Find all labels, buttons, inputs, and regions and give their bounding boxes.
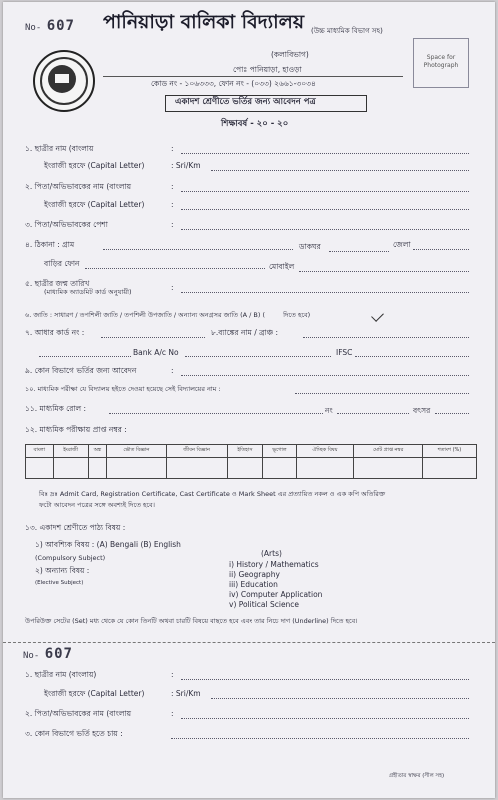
bank-name-label: ৮.ব্যাঙ্কের নাম / ব্রাঞ্চ :	[211, 328, 279, 337]
marks-value-cell[interactable]	[88, 458, 107, 479]
address-post-label: ডাকঘর	[299, 242, 321, 251]
marks-header-cell: অঙ্ক	[88, 445, 107, 458]
guardian-name-bn-label: ২. পিতা/অভিভাবকের নাম (বাংলায়	[25, 182, 132, 191]
dob-label: ৫. ছাত্রীর জন্ম তারিখ	[25, 279, 90, 288]
arts-subject-1: i) History / Mathematics	[229, 560, 319, 569]
student-name-en-prefix: : Sri/Km	[171, 161, 201, 170]
address-village-field[interactable]	[103, 249, 293, 250]
compulsory-subjects: ১) আবশ্যিক বিষয় : (A) Bengali (B) English	[35, 540, 181, 549]
serial-number: No- 607	[25, 18, 75, 34]
marks-value-cell[interactable]	[26, 458, 54, 479]
address-village-label: ৪. ঠিকানা : গ্রাম	[25, 240, 75, 249]
admission-form: No- 607 পানিয়াড়া বালিকা বিদ্যালয় (উচ্চ মাধ্যমিক বিভাগ সহ) (কলাবিভাগ) পোঃ পানিয়াড়া, হাওড়া কোড নং - ১০৬৩৩৩, ফোন নং - (০৩৩) ২৬৬১-৩০৩৪ Space for Photograph একাদশ শ্রেণীতে ভর্তির জন্য আবেদন পত্র শিক্ষাবর্ষ - ২০ - ২০ ১. ছাত্রীর নাম (বাংলায় : ইংরাজী হরফে (Capital Letter) : Sri/Km ২. পিতা/অভিভাবকের নাম (বাংলায় : ইংরাজী হরফে (Capital Letter) : ৩. পিতা/অভিভাবকের পেশা : ৪. ঠিকানা : গ্রাম ডাকঘর জেলা বাড়ির ফোন মোবাইল ৫. ছাত্রীর জন্ম তারিখ (মাধ্যমিক অ্যাডমিট কার্ড অনুযায়ী) : ৬. জাতি : সাধারণ / তপশিলী জাতি / তপশিলী উপজাতি / অন্যান্য অনগ্রসর জাতি (A / B) ( দিতে হবে) ৭. আধার কার্ড নং : ৮.ব্যাঙ্কের নাম / ব্রাঞ্চ : Bank A/c No IFSC ৯. কোন বিভাগে ভর্তির জন্য আবেদন : ১০. মাধ্যমিক পরীক্ষা যে বিদ্যালয় হইতে দেওয়া হয়েছে সেই বিদ্যালয়ের নাম : ১১. মাধ্যমিক রোল : নং বৎসর ১২. মাধ্যমিক পরীক্ষায় প্রাপ্ত নম্বর : বাংলা ইংরাজী অঙ্ক ভৌত বিজ্ঞান জীবন বিজ্ঞান ইতিহাস ভূগোল ঐচ্ছিক বিষয় মোট প্রাপ্ত নম্বর শতাংশ (%) বিঃ দ্রঃ Admit Card, Registration Certificate, Cast Certificate ও Mark Sheet এর প্রত্যায়িত নকল ও এক কপি অতিরিক্ত ফটো আবেদন পত্রের সঙ্গে অবশ্যই দিতে হবে। ১৩. একাদশ শ্রেণীতে পাঠ্য বিষয় : ১) আবশ্যিক বিষয় : (A) Bengali (B) English (Compulsory Subject) ২) অন্যান্য বিষয় : (Elective Subject) (Arts) i) History / Mathematics ii) Geography iii) Education iv) Computer Application v) Political Science উপরিউক্ত সেটের (Set) মধ্য থেকে যে কোন তিনটি অথবা চারটি বিষয়ে বাছতে হবে এবং তার নিচে দাগ (Underline) দিতে হবে। No- 607 ১. ছাত্রীর নাম (বাংলায়) : ইংরাজী হরফে (Capital Letter) : Sri/Km ২. পিতা/অভিভাবকের নাম (বাংলায় : ৩. কোন বিভাগে ভর্তি হতে চায় : গ্রহীতার স্বাক্ষর (সীল সহ)	[3, 2, 495, 798]
school-logo	[33, 50, 95, 112]
guardian-name-bn-field[interactable]	[181, 191, 469, 192]
guardian-name-en-field[interactable]	[181, 209, 469, 210]
marks-header-row	[26, 445, 477, 458]
mobile-label: মোবাইল	[269, 262, 295, 271]
marks-value-cell[interactable]	[166, 458, 227, 479]
school-contact: কোড নং - ১০৬৩৩৩, ফোন নং - (০৩৩) ২৬৬১-৩০৩৪	[151, 79, 316, 88]
header-rule	[103, 76, 403, 77]
address-post-field[interactable]	[329, 251, 389, 252]
dob-sublabel: (মাধ্যমিক অ্যাডমিট কার্ড অনুযায়ী)	[44, 288, 132, 296]
slip-student-name-en-field[interactable]	[211, 698, 469, 699]
guardian-occupation-label: ৩. পিতা/অভিভাবকের পেশা	[25, 220, 108, 229]
note-line-1: বিঃ দ্রঃ Admit Card, Registration Certificate, Cast Certificate ও Mark Sheet এর প্রত্যায়িত নকল ও এক কপি অতিরিক্ত	[39, 490, 386, 498]
dob-field[interactable]	[181, 292, 469, 293]
arts-subject-3: iii) Education	[229, 580, 278, 589]
madhyamik-year-field[interactable]	[435, 413, 469, 414]
marks-value-cell[interactable]	[227, 458, 263, 479]
marks-header-cell: ভৌত বিজ্ঞান	[107, 445, 166, 458]
bank-extra-field[interactable]	[39, 356, 131, 357]
marks-header-cell: শতাংশ (%)	[422, 445, 476, 458]
session-year: শিক্ষাবর্ষ - ২০ - ২০	[221, 119, 289, 129]
aadhaar-label: ৭. আধার কার্ড নং :	[25, 328, 85, 337]
aadhaar-field[interactable]	[101, 337, 205, 338]
department-choice-label: ৯. কোন বিভাগে ভর্তির জন্য আবেদন	[25, 366, 137, 375]
marks-value-cell[interactable]	[422, 458, 476, 479]
marks-header-cell: মোট প্রাপ্ত নম্বর	[354, 445, 423, 458]
home-phone-label: বাড়ির ফোন	[44, 259, 80, 268]
slip-department-field[interactable]	[171, 738, 469, 739]
slip-serial-number: No- 607	[23, 646, 73, 662]
form-title: একাদশ শ্রেণীতে ভর্তির জন্য আবেদন পত্র	[175, 97, 316, 107]
arts-subject-2: ii) Geography	[229, 570, 280, 579]
slip-student-name-bn-field[interactable]	[181, 679, 469, 680]
marks-value-cell[interactable]	[263, 458, 296, 479]
arts-heading: (Arts)	[261, 549, 282, 558]
guardian-occupation-field[interactable]	[181, 229, 469, 230]
address-district-label: জেলা	[393, 240, 411, 249]
bank-name-field[interactable]	[303, 337, 469, 338]
photo-box: Space for Photograph	[413, 38, 469, 88]
student-name-en-field[interactable]	[211, 170, 469, 171]
previous-school-field[interactable]	[295, 393, 469, 394]
marks-header-cell: বাংলা	[26, 445, 54, 458]
marks-header-cell: জীবন বিজ্ঞান	[166, 445, 227, 458]
arts-subject-5: v) Political Science	[229, 600, 300, 609]
school-name: পানিয়াড়া বালিকা বিদ্যালয়	[103, 11, 305, 33]
address-district-field[interactable]	[413, 249, 469, 250]
marks-value-row	[26, 458, 477, 479]
home-phone-field[interactable]	[85, 268, 265, 269]
madhyamik-no-field[interactable]	[337, 413, 409, 414]
elective-subjects-en: (Elective Subject)	[35, 580, 84, 586]
tear-off-line	[3, 642, 495, 643]
slip-student-name-bn-label: ১. ছাত্রীর নাম (বাংলায়)	[25, 670, 97, 679]
subject-instruction: উপরিউক্ত সেটের (Set) মধ্য থেকে যে কোন তিনটি অথবা চারটি বিষয়ে বাছতে হবে এবং তার নিচে দাগ (Underline) দিতে হবে।	[25, 617, 358, 625]
caste-label: ৬. জাতি : সাধারণ / তপশিলী জাতি / তপশিলী উপজাতি / অন্যান্য অনগ্রসর জাতি (A / B) ( দিতে হবে)	[25, 311, 311, 319]
subjects-label: ১৩. একাদশ শ্রেণীতে পাঠ্য বিষয় :	[25, 523, 126, 532]
slip-department-label: ৩. কোন বিভাগে ভর্তি হতে চায় :	[25, 729, 123, 738]
marks-value-cell[interactable]	[107, 458, 166, 479]
receiver-signature-label: গ্রহীতার স্বাক্ষর (সীল সহ)	[389, 773, 445, 779]
department-choice-field[interactable]	[181, 375, 469, 376]
previous-school-label: ১০. মাধ্যমিক পরীক্ষা যে বিদ্যালয় হইতে দেওয়া হয়েছে সেই বিদ্যালয়ের নাম :	[25, 385, 221, 393]
marks-value-cell[interactable]	[296, 458, 354, 479]
guardian-name-en-label: ইংরাজী হরফে (Capital Letter)	[44, 200, 145, 209]
bank-ac-label: Bank A/c No	[133, 348, 179, 357]
slip-student-name-en-label: ইংরাজী হরফে (Capital Letter)	[44, 689, 145, 698]
marks-header-cell: ভূগোল	[263, 445, 296, 458]
student-name-bn-field[interactable]	[181, 153, 469, 154]
bank-ac-field[interactable]	[185, 356, 331, 357]
madhyamik-roll-label: ১১. মাধ্যমিক রোল :	[25, 404, 87, 413]
compulsory-subjects-en: (Compulsory Subject)	[35, 554, 106, 562]
ifsc-field[interactable]	[355, 356, 469, 357]
madhyamik-no-label: নং	[325, 406, 333, 415]
check-mark-icon	[371, 309, 384, 322]
school-suffix: (উচ্চ মাধ্যমিক বিভাগ সহ)	[311, 27, 383, 35]
department: (কলাবিভাগ)	[271, 50, 309, 59]
marks-header-cell: ইংরাজী	[53, 445, 88, 458]
slip-guardian-name-field[interactable]	[181, 718, 469, 719]
madhyamik-roll-field[interactable]	[109, 413, 323, 414]
marks-value-cell[interactable]	[354, 458, 423, 479]
student-name-en-label: ইংরাজী হরফে (Capital Letter)	[44, 161, 145, 170]
slip-guardian-name-label: ২. পিতা/অভিভাবকের নাম (বাংলায়	[25, 709, 132, 718]
arts-subject-4: iv) Computer Application	[229, 590, 323, 599]
marks-table	[25, 444, 477, 479]
note-line-2: ফটো আবেদন পত্রের সঙ্গে অবশ্যই দিতে হবে।	[39, 501, 155, 509]
slip-student-name-en-prefix: : Sri/Km	[171, 689, 201, 698]
marks-label: ১২. মাধ্যমিক পরীক্ষায় প্রাপ্ত নম্বর :	[25, 425, 127, 434]
ifsc-label: IFSC	[336, 348, 353, 357]
school-address: পোঃ পানিয়াড়া, হাওড়া	[233, 65, 302, 74]
student-name-bn-label: ১. ছাত্রীর নাম (বাংলায়	[25, 144, 94, 153]
marks-header-cell: ঐচ্ছিক বিষয়	[296, 445, 354, 458]
marks-value-cell[interactable]	[53, 458, 88, 479]
elective-subjects: ২) অন্যান্য বিষয় :	[35, 566, 90, 575]
madhyamik-year-label: বৎসর	[413, 406, 431, 415]
mobile-field[interactable]	[299, 271, 469, 272]
marks-header-cell: ইতিহাস	[227, 445, 263, 458]
